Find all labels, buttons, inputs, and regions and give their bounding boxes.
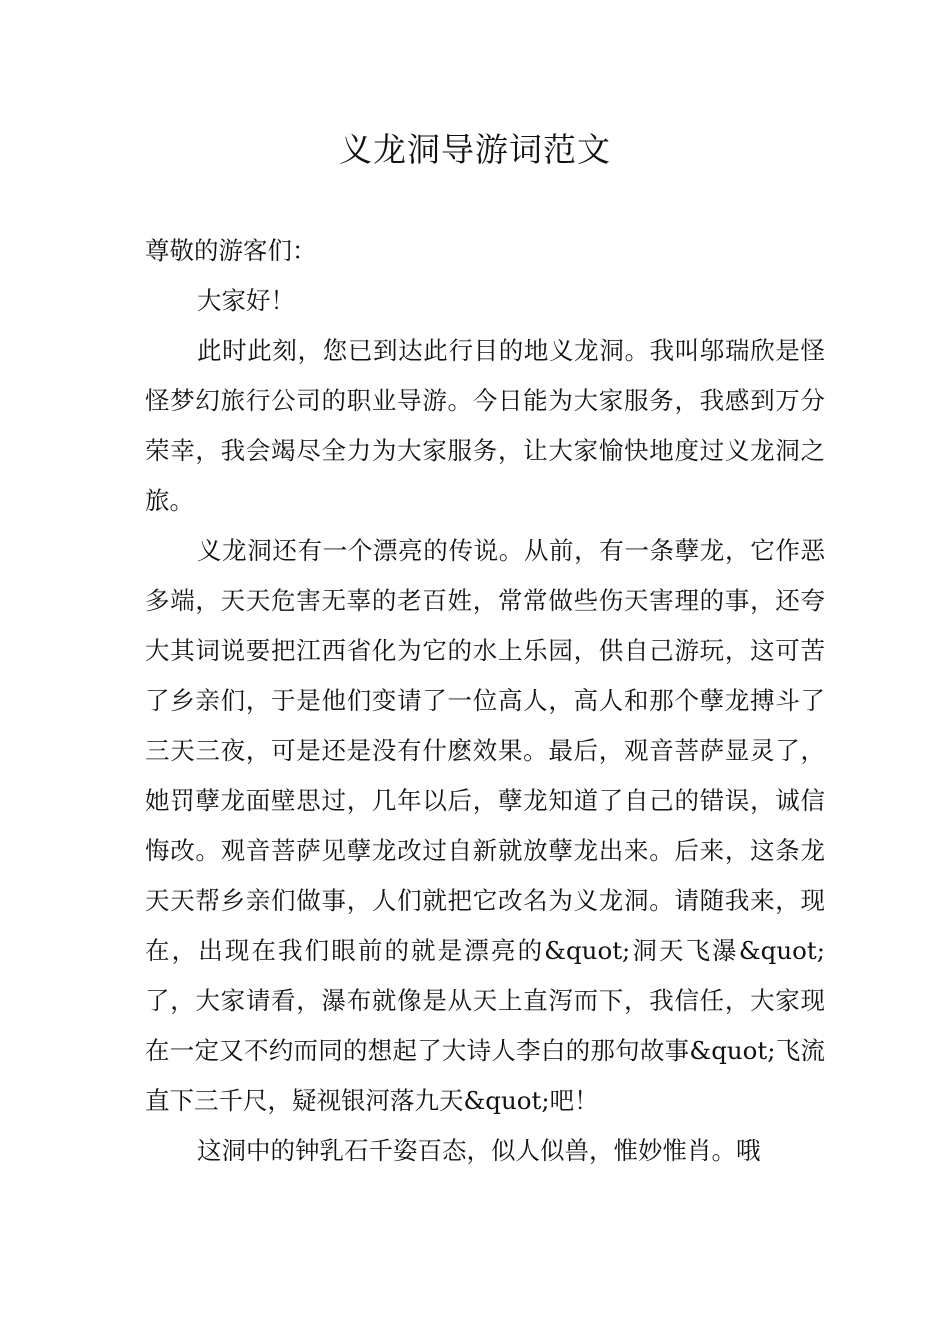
- document-title: 义龙洞导游词范文: [339, 130, 611, 169]
- paragraph-legend: 义龙洞还有一个漂亮的传说。从前，有一条孽龙，它作恶多端，天天危害无辜的老百姓，常常做些伤天害理的事，还夸大其词说要把江西省化为它的水上乐园，供自己游玩，这可苦了乡亲们，于是他们变请了一位高人，高人和那个孽龙搏斗了三天三夜，可是还是没有什麽效果。最后，观音菩萨显灵了，她罚孽龙面壁思过，几年以后，孽龙知道了自己的错误，诚信悔改。观音菩萨见孽龙改过自新就放孽龙出来。后来，这条龙天天帮乡亲们做事，人们就把它改名为义龙洞。请随我来，现在，出现在我们眼前的就是漂亮的&quot;洞天飞瀑&quot;了，大家请看，瀑布就像是从天上直泻而下，我信任，大家现在一定又不约而同的想起了大诗人李白的那句故事&quot;飞流直下三千尺，疑视银河落九天&quot;吧！: [145, 536, 825, 1115]
- paragraph-greeting: 大家好！: [197, 286, 295, 315]
- paragraph-stalactites: 这洞中的钟乳石千姿百态，似人似兽，惟妙惟肖。哦: [197, 1136, 761, 1165]
- paragraph-salutation: 尊敬的游客们：: [145, 236, 317, 265]
- document-body: [145, 226, 825, 1176]
- paragraph-introduction: 此时此刻，您已到达此行目的地义龙洞。我叫邬瑞欣是怪怪梦幻旅行公司的职业导游。今日能为大家服务，我感到万分荣幸，我会竭尽全力为大家服务，让大家愉快地度过义龙洞之旅。: [145, 336, 825, 515]
